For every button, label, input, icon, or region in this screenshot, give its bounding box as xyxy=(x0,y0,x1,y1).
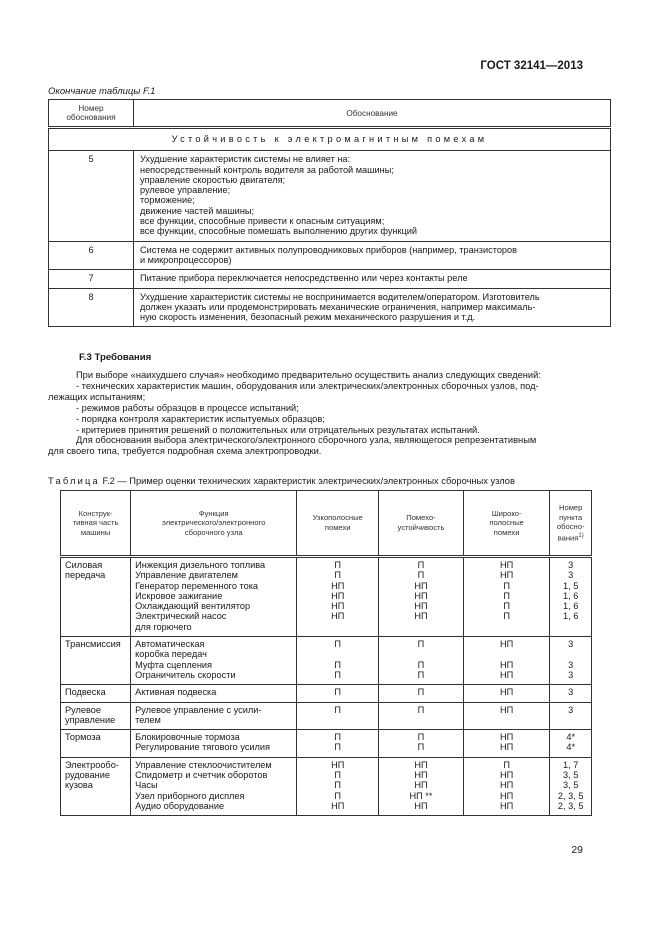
section-row xyxy=(49,128,611,151)
cell-line: П xyxy=(417,669,425,680)
cell-line: П xyxy=(417,639,425,650)
reason-line: должен указать или продемонстрировать механические ограничения, например максималь- xyxy=(140,301,536,312)
cell-line: Муфта сцепления xyxy=(135,659,213,670)
cell-line: 4* xyxy=(566,732,576,743)
table-f1 xyxy=(48,99,611,327)
cell-line: НП xyxy=(500,639,514,650)
cell-immunity xyxy=(379,557,464,637)
cell-line: Подвеска xyxy=(65,687,106,698)
cell-line xyxy=(383,715,459,725)
col-header xyxy=(61,491,131,557)
cell-line: 3 xyxy=(568,659,574,670)
text-line: - критериев принятия решений о положительных или отрицательных результатах испытаний. xyxy=(76,424,480,435)
text-line: Для обоснования выбора электрического/электронного сборочного узла, являющегося репрезентативным xyxy=(76,435,537,446)
footnote-mark: 1) xyxy=(578,532,584,539)
table-f2-caption xyxy=(48,476,515,486)
cell-line: 2, 3, 5 xyxy=(557,790,584,801)
cell-line: НП xyxy=(414,780,428,791)
cell-part xyxy=(61,637,131,685)
cell-func xyxy=(131,637,297,685)
cell-narrow xyxy=(297,702,379,730)
cell-line: рудование xyxy=(65,770,110,781)
cell-broad xyxy=(463,757,550,815)
cell-line: НП xyxy=(414,800,428,811)
table-f1-row xyxy=(49,288,611,327)
text-line: - технических характеристик машин, оборудования или электрических/электронных сборочных узлов, под- xyxy=(76,380,539,391)
reason-number: 5 xyxy=(49,151,134,241)
cell-line: НП xyxy=(500,742,514,753)
cell-narrow xyxy=(297,757,379,815)
cell-line: Рулевое управление с усили- xyxy=(135,704,262,715)
table-f1-row xyxy=(49,151,611,241)
cell-line: НП xyxy=(414,590,428,601)
col-header-reason: Обоснование xyxy=(134,100,611,128)
col-header-line: Широко- xyxy=(491,508,522,518)
cell-line: НП xyxy=(331,759,345,770)
cell-line xyxy=(301,649,374,659)
col-header-line: Конструк- xyxy=(78,508,113,518)
cell-ref xyxy=(550,730,592,758)
cell-line xyxy=(554,715,587,725)
cell-immunity xyxy=(379,757,464,815)
cell-line: Рулевое xyxy=(65,704,101,715)
table-f1-header-row xyxy=(49,100,611,128)
cell-line: Регулирование тягового усилия xyxy=(135,742,271,753)
reason-line: торможение; xyxy=(140,195,195,206)
col-header-number-line: обоснования xyxy=(66,113,116,122)
col-header-line: обосно- xyxy=(556,522,585,532)
cell-narrow xyxy=(297,637,379,685)
cell-line: НП xyxy=(500,570,514,581)
cell-line: НП xyxy=(414,601,428,612)
cell-line: НП xyxy=(331,590,345,601)
section-f3-title: F.3 Требования xyxy=(79,352,152,363)
cell-broad xyxy=(463,557,550,637)
table-f2-row xyxy=(61,702,592,730)
cell-line: Активная подвеска xyxy=(135,687,217,698)
col-header-number-line: Номер xyxy=(78,104,104,113)
cell-line: Часы xyxy=(135,780,158,791)
cell-line: НП xyxy=(500,770,514,781)
col-header-line: Функция xyxy=(198,508,229,518)
cell-func xyxy=(131,730,297,758)
cell-line: 1, 7 xyxy=(563,759,579,770)
reason-line: Система не содержит активных полупроводниковых приборов (например, транзисторов xyxy=(140,244,518,255)
cell-line: 1, 6 xyxy=(563,611,579,622)
text-line: При выборе «наихудшего случая» необходимо предварительно осуществить анализ следующих сведений: xyxy=(76,370,541,380)
cell-line: 3 xyxy=(568,560,574,570)
cell-line: П xyxy=(334,742,341,753)
cell-line: коробка передач xyxy=(135,649,207,660)
cell-line: телем xyxy=(135,714,161,725)
cell-line: НП xyxy=(500,669,514,680)
col-header-line: Помехо- xyxy=(406,513,436,523)
cell-line: НП xyxy=(500,800,514,811)
cell-broad xyxy=(463,685,550,702)
cell-line: НП xyxy=(414,580,428,591)
cell-narrow xyxy=(297,730,379,758)
cell-line: П xyxy=(417,704,425,715)
cell-line: НП ** xyxy=(409,790,433,801)
cell-line: П xyxy=(334,770,341,781)
reason-number: 6 xyxy=(49,241,134,270)
cell-line: управление xyxy=(65,714,116,725)
cell-line: П xyxy=(503,611,510,622)
reason-text xyxy=(134,288,611,327)
cell-immunity xyxy=(379,685,464,702)
cell-part xyxy=(61,557,131,637)
cell-line: НП xyxy=(331,580,345,591)
col-header-line: сборочного узла xyxy=(184,527,243,537)
reason-line: Ухудшение характеристик системы не влияет на: xyxy=(140,154,351,165)
cell-line: НП xyxy=(500,659,514,670)
cell-line: Управление стеклоочистителем xyxy=(135,759,272,770)
cell-line: НП xyxy=(414,759,428,770)
cell-line: Трансмиссия xyxy=(65,639,121,650)
text-line: для своего типа, требуется подробная схема электропроводки. xyxy=(48,446,322,457)
cell-ref xyxy=(550,637,592,685)
cell-func xyxy=(131,702,297,730)
table-f2-row xyxy=(61,557,592,637)
col-header-line: Номер xyxy=(559,503,583,513)
col-header-line: Узкополосные xyxy=(312,513,363,523)
cell-line: П xyxy=(503,580,510,591)
cell-line: Генератор переменного тока xyxy=(135,580,259,591)
cell-line: передача xyxy=(65,570,106,581)
cell-line xyxy=(468,715,546,725)
cell-line: для горючего xyxy=(135,621,192,632)
col-header-line: электрического/электронного xyxy=(162,518,266,528)
cell-line: П xyxy=(334,659,341,670)
cell-line: Ограничитель скорости xyxy=(135,669,236,680)
cell-ref xyxy=(550,685,592,702)
reason-line: все функции, способные привести к опасным ситуациям; xyxy=(140,216,385,227)
cell-line: Искровое зажигание xyxy=(135,590,223,601)
cell-line: НП xyxy=(331,800,345,811)
cell-line: 1, 6 xyxy=(563,601,579,612)
cell-line: П xyxy=(334,704,341,715)
reason-line: рулевое управление; xyxy=(140,185,231,196)
cell-line: НП xyxy=(500,560,514,570)
cell-narrow xyxy=(297,557,379,637)
col-header xyxy=(550,491,592,557)
reason-line: движение частей машины; xyxy=(140,205,255,216)
cell-broad xyxy=(463,730,550,758)
table-f2-row xyxy=(61,685,592,702)
reason-number: 8 xyxy=(49,288,134,327)
cell-ref xyxy=(550,557,592,637)
cell-line: 1, 5 xyxy=(563,580,579,591)
cell-line xyxy=(554,649,587,659)
cell-line xyxy=(554,622,587,632)
cell-line: НП xyxy=(331,601,345,612)
cell-line: П xyxy=(417,560,425,570)
cell-line: П xyxy=(334,639,341,650)
text-line: - порядка контроля характеристик испытуемых образцов; xyxy=(76,413,325,424)
reason-line: Питание прибора переключается непосредственно или через контакты реле xyxy=(140,273,468,284)
col-header-line: тивная часть xyxy=(72,518,119,528)
reason-line: и микропроцессоров) xyxy=(140,254,232,265)
cell-line: НП xyxy=(331,611,345,622)
cell-broad xyxy=(463,702,550,730)
cell-line: П xyxy=(334,687,341,698)
col-header xyxy=(131,491,297,557)
cell-part xyxy=(61,702,131,730)
col-header-line: помехи xyxy=(493,527,520,537)
cell-line xyxy=(468,622,546,632)
cell-line: 3 xyxy=(568,704,574,715)
cell-ref xyxy=(550,702,592,730)
cell-line: 4* xyxy=(566,742,576,753)
cell-line: Управление двигателем xyxy=(135,570,238,581)
cell-line: Аудио оборудование xyxy=(135,800,225,811)
table-f2-row xyxy=(61,730,592,758)
cell-line: 3, 5 xyxy=(563,770,579,781)
cell-immunity xyxy=(379,730,464,758)
col-header-line: помехи xyxy=(324,523,351,532)
section-title: Устойчивость к электромагнитным помехам xyxy=(49,128,611,151)
cell-line: 3 xyxy=(568,570,574,581)
reason-number: 7 xyxy=(49,270,134,288)
table-f2-caption-prefix: Таблица xyxy=(48,476,100,486)
cell-line: П xyxy=(334,669,341,680)
cell-part xyxy=(61,685,131,702)
cell-func xyxy=(131,685,297,702)
cell-line xyxy=(301,715,374,725)
reason-line: непосредственный контроль водителя за работой машины; xyxy=(140,164,394,175)
page-number: 29 xyxy=(571,844,583,856)
cell-line: НП xyxy=(500,687,514,698)
table-f1-row xyxy=(49,241,611,270)
cell-broad xyxy=(463,637,550,685)
cell-line xyxy=(383,649,459,659)
cell-line: Силовая xyxy=(65,560,103,570)
cell-line: П xyxy=(334,560,341,570)
col-header xyxy=(297,491,379,557)
cell-line: П xyxy=(417,732,425,743)
cell-line: НП xyxy=(500,732,514,743)
text-line: лежащих испытаниям; xyxy=(48,391,146,402)
reason-text xyxy=(134,151,611,241)
col-header-line: машины xyxy=(80,527,111,537)
cell-line: Тормоза xyxy=(65,732,101,743)
cell-line xyxy=(468,649,546,659)
cell-ref xyxy=(550,757,592,815)
cell-line: Автоматическая xyxy=(135,639,205,650)
reason-line: все функции, способные помешать выполнению других функций xyxy=(140,226,418,237)
cell-line: Узел приборного дисплея xyxy=(135,790,245,801)
cell-immunity xyxy=(379,637,464,685)
cell-line: НП xyxy=(500,780,514,791)
cell-line: Электрообо- xyxy=(65,759,119,770)
cell-line: Блокировочные тормоза xyxy=(135,732,240,743)
cell-line: Спидометр и счетчик оборотов xyxy=(135,770,268,781)
cell-line: П xyxy=(417,687,425,698)
table-f2 xyxy=(60,490,592,816)
cell-line: П xyxy=(417,570,425,581)
reason-text xyxy=(134,241,611,270)
cell-part xyxy=(61,730,131,758)
table-f2-caption-text: F.2 — Пример оценки технических характеристик электрических/электронных сборочных узлов xyxy=(99,476,515,486)
cell-line: П xyxy=(503,590,510,601)
text-line: - режимов работы образцов в процессе испытаний; xyxy=(76,402,299,413)
cell-line: 3 xyxy=(568,687,574,698)
cell-line: П xyxy=(503,601,510,612)
standard-header: ГОСТ 32141—2013 xyxy=(480,60,583,72)
cell-line: Инжекция дизельного топлива xyxy=(135,560,266,570)
col-header-line: вания xyxy=(557,533,579,543)
cell-line: 1, 6 xyxy=(563,590,579,601)
table-f2-row xyxy=(61,757,592,815)
cell-line: 3 xyxy=(568,669,574,680)
cell-line: НП xyxy=(414,611,428,622)
cell-func xyxy=(131,757,297,815)
table-f1-body xyxy=(49,151,611,327)
cell-line xyxy=(301,622,374,632)
cell-line: НП xyxy=(500,790,514,801)
col-header-line: пункта xyxy=(559,512,583,522)
cell-line: 3 xyxy=(568,639,574,650)
col-header-line: полосные xyxy=(489,518,524,528)
table-f2-row xyxy=(61,637,592,685)
cell-narrow xyxy=(297,685,379,702)
cell-line: 2, 3, 5 xyxy=(557,800,584,811)
col-header xyxy=(463,491,550,557)
table-f1-caption: Окончание таблицы F.1 xyxy=(48,86,156,97)
cell-line: П xyxy=(334,790,341,801)
reason-line: Ухудшение характеристик системы не воспринимается водителем/оператором. Изготовитель xyxy=(140,291,540,302)
table-f2-body xyxy=(61,557,592,816)
cell-line: П xyxy=(417,659,425,670)
cell-func xyxy=(131,557,297,637)
cell-line: П xyxy=(334,570,341,581)
reason-line: управление скоростью двигателя; xyxy=(140,174,286,185)
reason-line: ную скорость изменения, безопасный режим механического разрушения и т.д. xyxy=(140,312,476,323)
cell-line: НП xyxy=(500,704,514,715)
cell-line: кузова xyxy=(65,780,93,791)
col-header xyxy=(379,491,464,557)
cell-line xyxy=(383,622,459,632)
cell-line: П xyxy=(334,732,341,743)
cell-part xyxy=(61,757,131,815)
table-f1-row xyxy=(49,270,611,288)
col-header-number xyxy=(49,100,134,128)
section-f3-text xyxy=(48,370,611,457)
table-f2-header-row xyxy=(61,491,592,557)
cell-line: П xyxy=(334,780,341,791)
col-header-line: устойчивость xyxy=(397,523,445,532)
cell-line: НП xyxy=(414,770,428,781)
reason-text xyxy=(134,270,611,288)
cell-immunity xyxy=(379,702,464,730)
cell-line: Электрический насос xyxy=(135,611,227,622)
cell-line: Охлаждающий вентилятор xyxy=(135,601,251,612)
cell-line: П xyxy=(417,742,425,753)
cell-line: 3, 5 xyxy=(563,780,579,791)
cell-line: П xyxy=(503,759,510,770)
